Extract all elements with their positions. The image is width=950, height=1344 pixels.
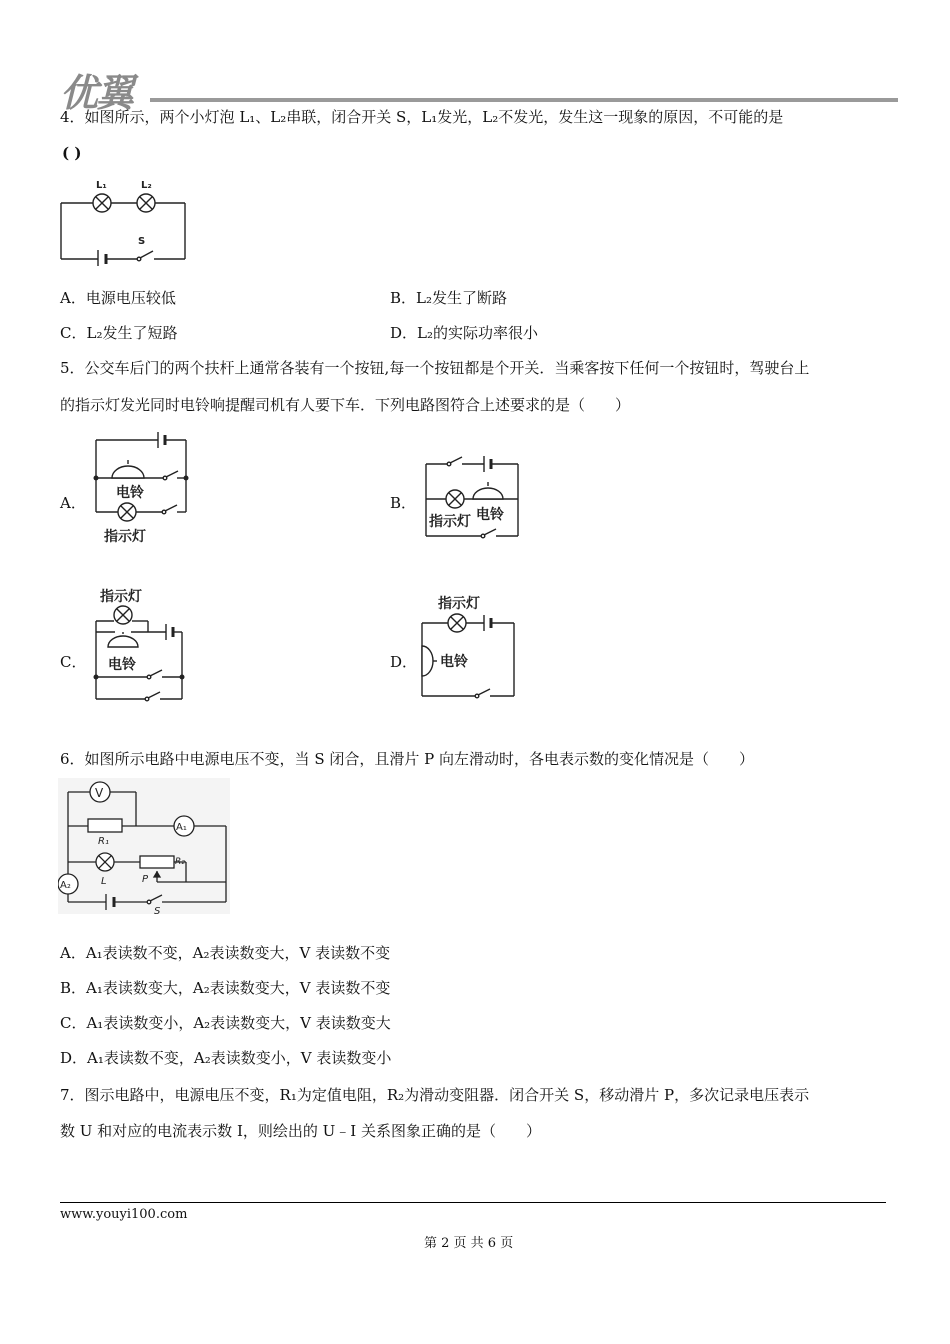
q6-option-a: A．A₁表读数不变，A₂表读数变大，V 表读数不变 (60, 944, 391, 962)
q6-label-r1: R₁ (98, 836, 109, 847)
q5c-lamp-label: 指示灯 (100, 589, 142, 605)
q5-circuit-d (414, 590, 520, 702)
q7-stem-line1: 7．图示电路中，电源电压不变，R₁为定值电阻，R₂为滑动变阻器．闭合开关 S，移动滑片 P，多次记录电压表示 (60, 1086, 810, 1104)
footer-rule (60, 1202, 886, 1203)
q4-label-l2: L₂ (141, 180, 152, 191)
q5d-lamp-icon (448, 614, 466, 632)
q4-stem: 4．如图所示，两个小灯泡 L₁、L₂串联，闭合开关 S，L₁发光，L₂不发光，发生这一现象的原因，不可能的是 (60, 108, 784, 126)
q6-option-b: B．A₁表读数变大，A₂表读数变大，V 表读数不变 (60, 979, 391, 997)
q7-stem-line2: 数 U 和对应的电流表示数 I，则绘出的 U﹣I 关系图象正确的是（ ） (60, 1122, 541, 1140)
q6-label-r2: R₂ (175, 857, 185, 867)
q4-lamp-l2 (137, 194, 155, 212)
q5a-lamp-label: 指示灯 (104, 529, 146, 545)
q4-option-d: D．L₂的实际功率很小 (390, 324, 539, 342)
q5-circuit-c (88, 585, 188, 705)
q5b-lamp-icon (446, 490, 464, 508)
q5b-lamp-label: 指示灯 (429, 514, 471, 530)
q4-option-b: B．L₂发生了断路 (390, 289, 507, 307)
q4-battery (98, 250, 106, 266)
q4-circuit-diagram (58, 176, 190, 266)
q4-option-a: A．电源电压较低 (60, 289, 176, 307)
footer-url[interactable]: www.youyi100.com (60, 1207, 188, 1222)
q6-stem: 6．如图所示电路中电源电压不变，当 S 闭合，且滑片 P 向左滑动时，各电表示数的变化情况是（ ） (60, 750, 754, 768)
q5-option-b: B． (390, 494, 417, 512)
q5-stem-line2: 的指示灯发光同时电铃响提醒司机有人要下车．下列电路图符合上述要求的是（ ） (60, 396, 631, 414)
q5c-lamp-icon (114, 606, 132, 624)
q5-circuit-a (88, 428, 198, 550)
q5b-bell-label: 电铃 (476, 507, 504, 523)
q4-switch-s (137, 251, 153, 261)
q6-option-c: C．A₁表读数变小，A₂表读数变大，V 表读数变大 (60, 1014, 391, 1032)
q4-label-l1: L₁ (96, 180, 107, 191)
q4-lamp-l1 (93, 194, 111, 212)
q6-label-a2: A₂ (60, 880, 71, 891)
q4-option-c: C．L₂发生了短路 (60, 324, 178, 342)
q5a-bell-label: 电铃 (116, 485, 144, 501)
q5-option-d: D． (390, 653, 418, 671)
q6-label-p: P (142, 874, 149, 885)
q6-resistor-r1 (88, 819, 122, 832)
q5c-bell-icon (108, 632, 138, 647)
q5b-bell-icon (473, 482, 503, 499)
q5a-lamp-icon (118, 503, 136, 521)
q4-paren: ( ) (62, 144, 82, 162)
q5d-bell-label: 电铃 (440, 654, 468, 670)
q6-label-a1: A₁ (176, 822, 187, 833)
q6-label-v: V (95, 786, 104, 800)
q6-option-d: D．A₁表读数不变，A₂表读数变小，V 表读数变小 (60, 1049, 392, 1067)
q4-label-s: S (138, 236, 146, 247)
q5-option-c: C． (60, 653, 87, 671)
q5-option-a: A． (60, 494, 86, 512)
q5d-bell-icon (422, 646, 437, 676)
q5c-bell-label: 电铃 (108, 657, 136, 673)
q6-circuit-diagram (58, 778, 230, 914)
q5d-lamp-label: 指示灯 (438, 596, 480, 612)
q6-label-s: S (154, 906, 161, 914)
q6-label-l: L (101, 876, 107, 887)
q5a-bell-icon (112, 460, 144, 478)
page-number: 第 2 页 共 6 页 (424, 1236, 514, 1251)
q5-stem-line1: 5．公交车后门的两个扶杆上通常各装有一个按钮,每一个按钮都是个开关．当乘客按下任何一个按钮时，驾驶台上 (60, 359, 810, 377)
q6-lamp-icon (96, 853, 114, 871)
youyi-logo: 优翼 (60, 71, 133, 115)
q5-circuit-b (420, 452, 524, 542)
